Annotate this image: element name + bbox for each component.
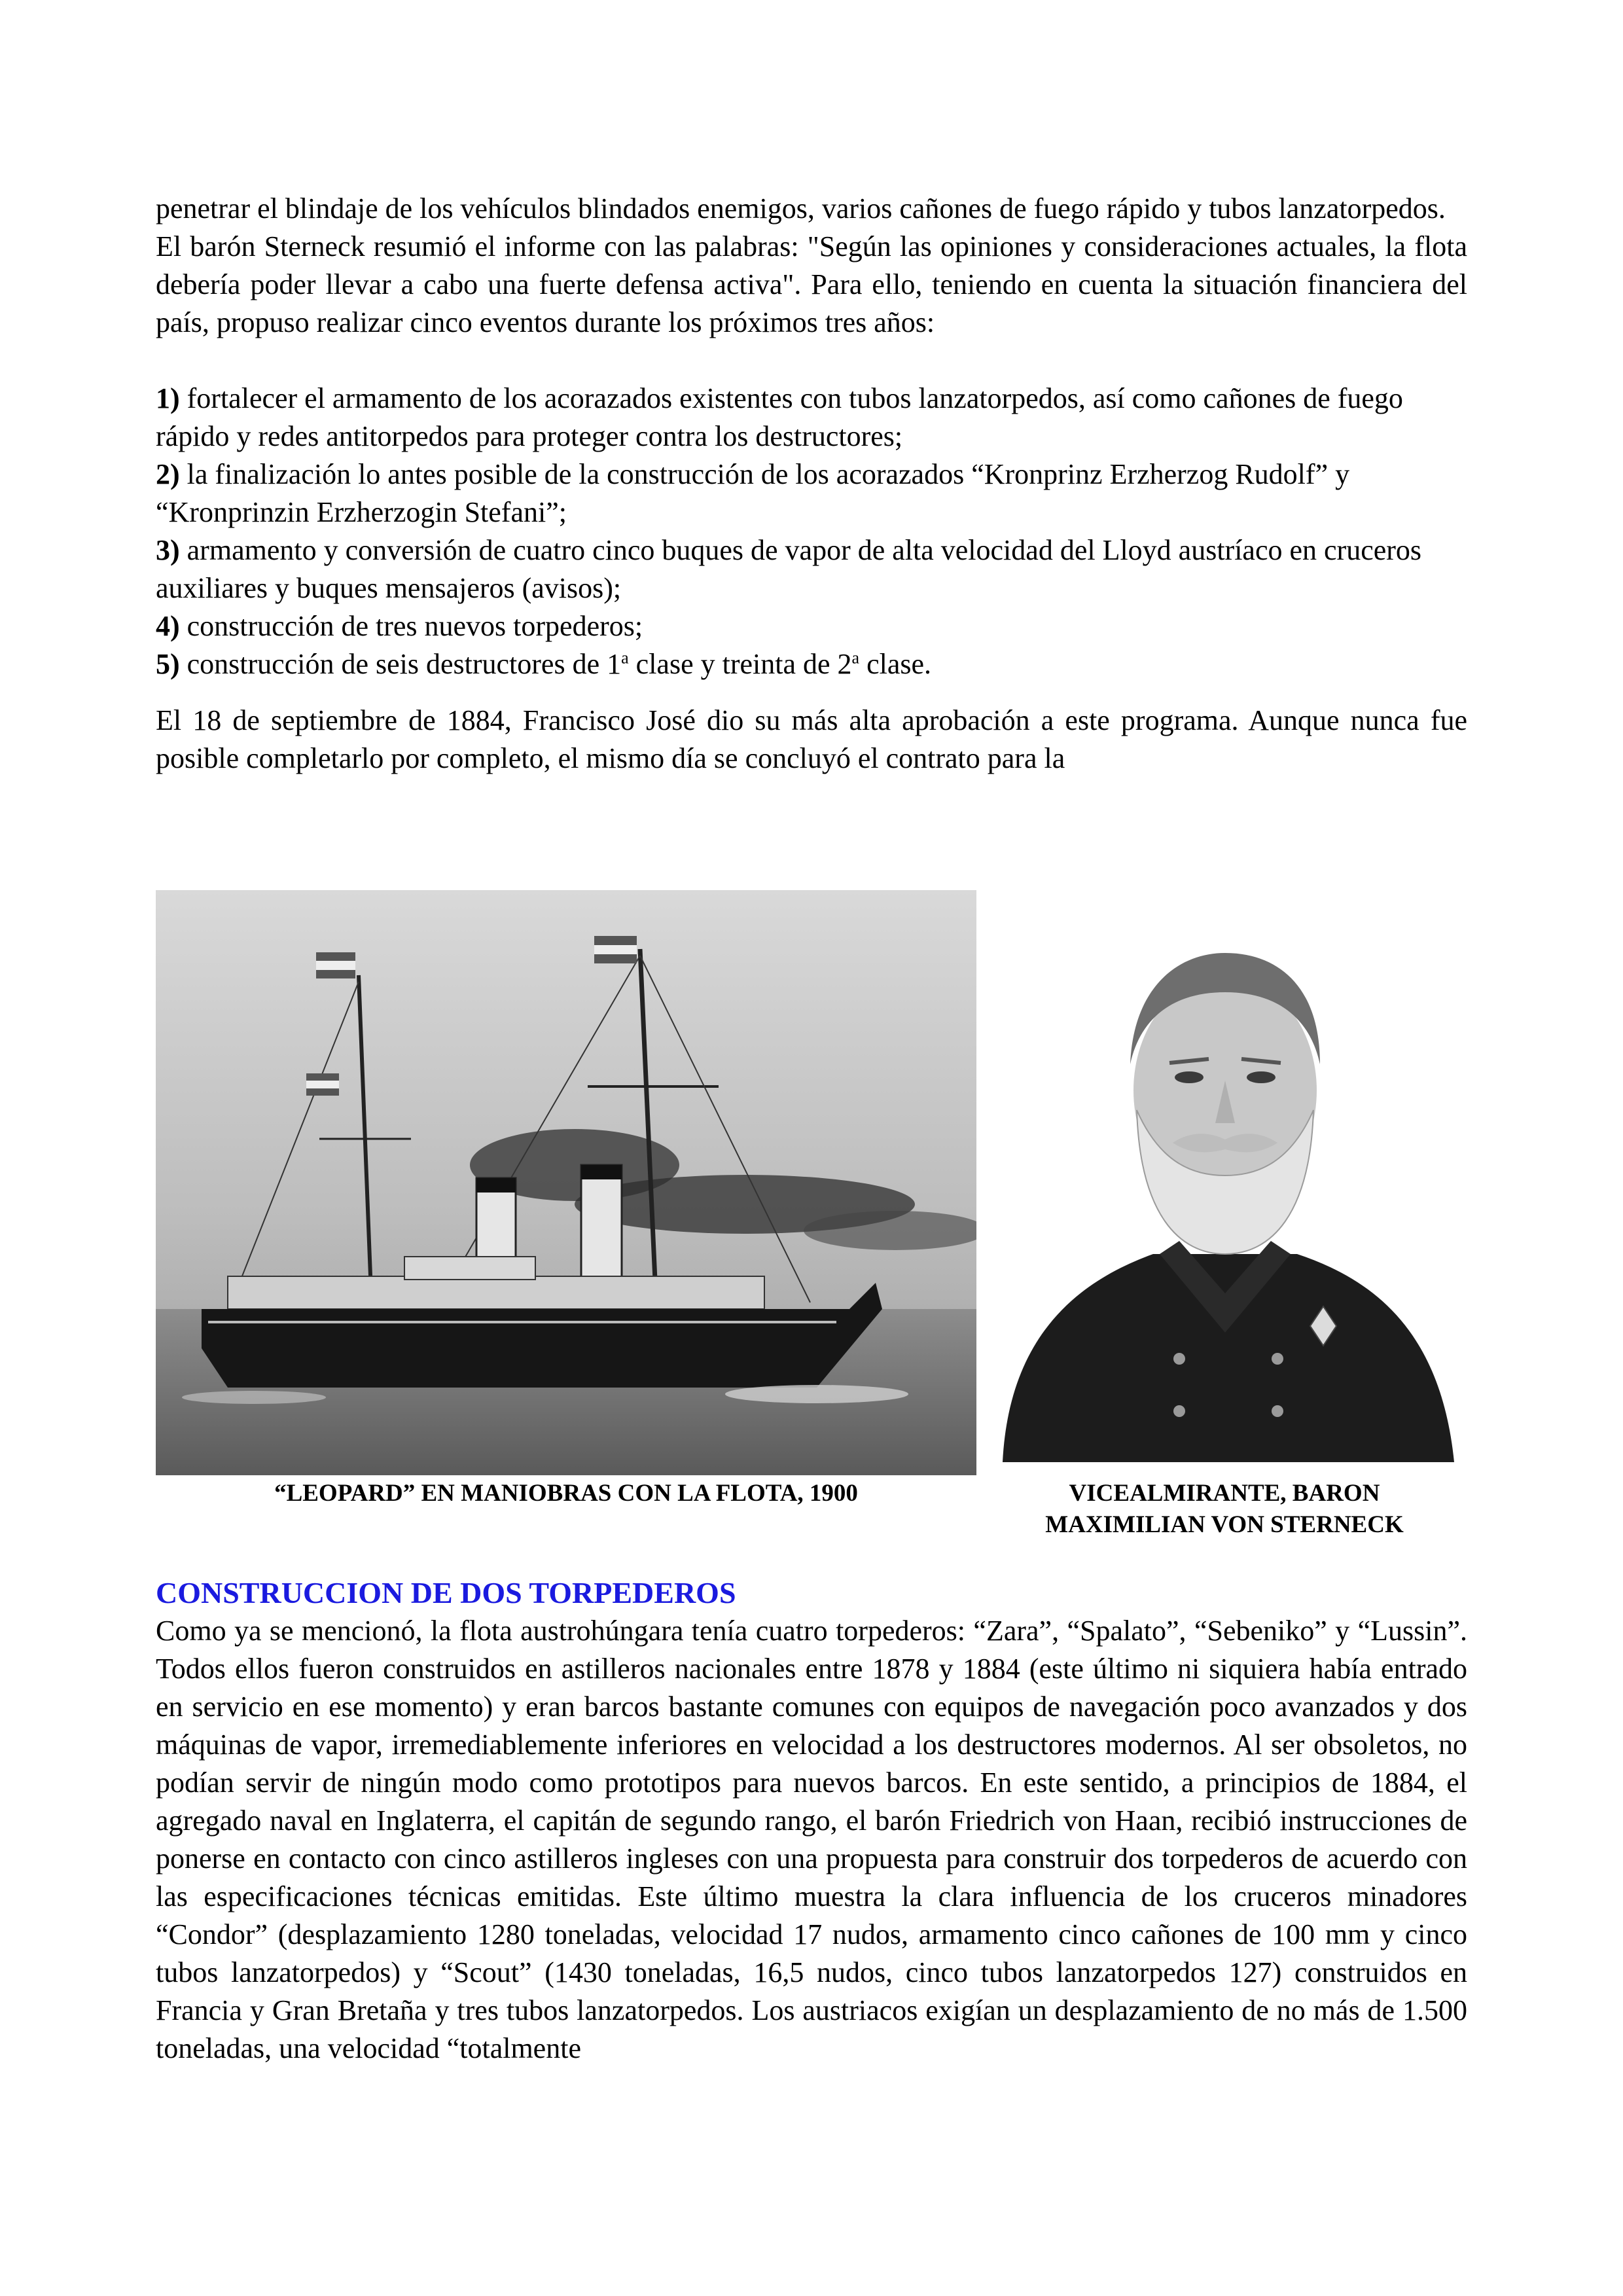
list-item: 2) la finalización lo antes posible de la construcción de los acorazados “Kronprinz Erzherzog Rudolf” y “Kronprinzin Erzherzogin Stefani”; [156,458,1350,528]
approval-paragraph: El 18 de septiembre de 1884, Francisco José dio su más alta aprobación a este programa. Aunque nunca fue posible completarlo por completo, el mismo día se concluyó el contrato para la [156,704,1467,774]
ship-caption: “LEOPARD” EN MANIOBRAS CON LA FLOTA, 1900 [274,1480,858,1507]
list-item: 5) construcción de seis destructores de 1$^a$ clase y treinta de 2$^a$ clase. [156,648,932,680]
torpedo-boats-section [156,1574,1467,2068]
intro-paragraph-2: El barón Sterneck resumió el informe con las palabras: "Según las opiniones y consideraciones actuales, la flota debería poder llevar a cabo una fuerte defensa activa". Para ello, teniendo en cuenta la situación financiera del país, propuso realizar cinco eventos durante los próximos tres años: [156,230,1467,338]
portrait-caption-line2: MAXIMILIAN VON STERNECK [1045,1511,1404,1538]
portrait-caption-line1: VICEALMIRANTE, BARON [1069,1480,1380,1507]
portrait-photo [983,914,1466,1462]
section-body: Como ya se mencionó, la flota austrohúngara tenía cuatro torpederos: “Zara”, “Spalato”, “Sebeniko” y “Lussin”. Todos ellos fueron construidos en astilleros nacionales entre 1878 y 1884 (este último ni siquiera había entrado en servicio en ese momento) y eran barcos bastante comunes con equipos de navegación poco avanzados y dos máquinas de vapor, irremediablemente inferiores en velocidad a los destructores modernos. Al ser obsoletos, no podían servir de ningún modo como prototipos para nuevos barcos. En este sentido, a principios de 1884, el agregado naval en Inglaterra, el capitán de segundo rango, el barón Friedrich von Haan, recibió instrucciones de ponerse en contacto con cinco astilleros ingleses con una propuesta para construir dos torpederos de acuerdo con las especificaciones técnicas emitidas. Este último muestra la clara influencia de los cruceros minadores “Condor” (desplazamiento 1280 toneladas, velocidad 17 nudos, armamento cinco cañones de 100 mm y cinco tubos lanzatorpedos) y “Scout” (1430 toneladas, 16,5 nudos, cinco tubos lanzatorpedos 127) construidos en Francia y Gran Bretaña y tres tubos lanzatorpedos. Los austriacos exigían un desplazamiento de no más de 1.500 toneladas, una velocidad “totalmente [156,1615,1467,2064]
section-heading: CONSTRUCCION DE DOS TORPEDEROS [156,1576,736,1609]
ship-photo [156,890,976,1475]
list-item: 4) construcción de tres nuevos torpederos; [156,610,643,642]
intro-paragraph-1: penetrar el blindaje de los vehículos blindados enemigos, varios cañones de fuego rápido y tubos lanzatorpedos. [156,192,1446,224]
list-item: 1) fortalecer el armamento de los acorazados existentes con tubos lanzatorpedos, así como cañones de fuego rápido y redes antitorpedos para proteger contra los destructores; [156,382,1403,452]
portrait-caption [983,1478,1466,1541]
list-item: 3) armamento y conversión de cuatro cinco buques de vapor de alta velocidad del Lloyd austríaco en cruceros auxiliares y buques mensajeros (avisos); [156,534,1422,604]
program-list [156,380,1467,683]
figures-row [156,890,1467,1545]
top-text-block [156,190,1467,778]
